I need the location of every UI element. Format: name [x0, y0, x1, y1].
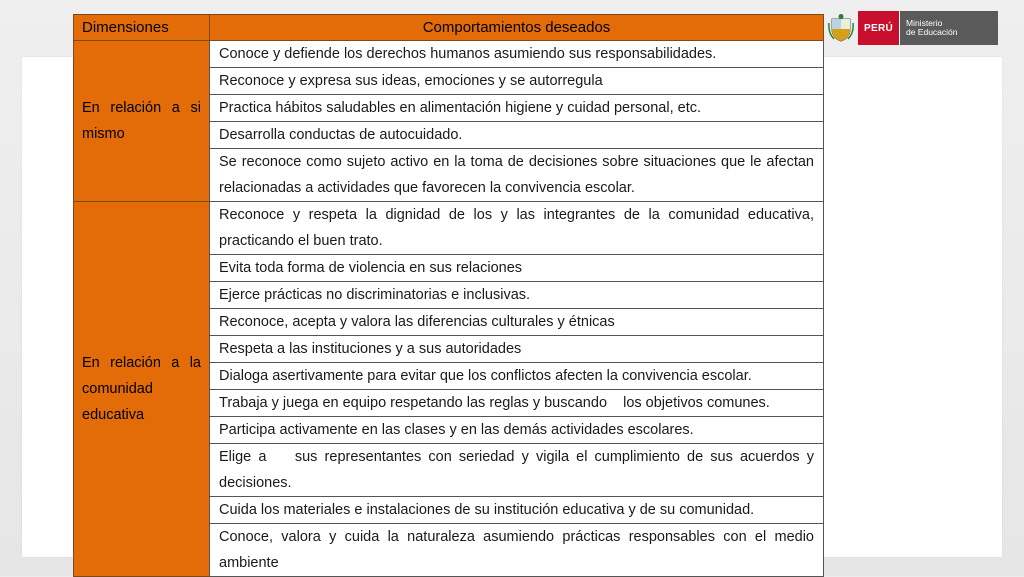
behavior-cell: Se reconoce como sujeto activo en la toma de decisiones sobre situaciones que le afectan relacionadas a actividades que favorecen la convivencia escolar.: [210, 149, 824, 202]
behavior-cell: Reconoce y expresa sus ideas, emociones y se autorregula: [210, 68, 824, 95]
behavior-cell: Ejerce prácticas no discriminatorias e inclusivas.: [210, 282, 824, 309]
behavior-cell: Reconoce, acepta y valora las diferencias culturales y étnicas: [210, 309, 824, 336]
behavior-cell: Elige a sus representantes con seriedad y vigila el cumplimiento de sus acuerdos y decisiones.: [210, 444, 824, 497]
behavior-cell: Conoce y defiende los derechos humanos asumiendo sus responsabilidades.: [210, 41, 824, 68]
header-behaviors: Comportamientos deseados: [210, 15, 824, 41]
behavior-cell: Respeta a las instituciones y a sus autoridades: [210, 336, 824, 363]
peru-label: PERÚ: [858, 11, 899, 45]
ministry-line2: de Educación: [905, 27, 958, 37]
coat-of-arms-icon: [828, 13, 854, 43]
header-dimensions: Dimensiones: [74, 15, 210, 41]
behavior-cell: Reconoce y respeta la dignidad de los y las integrantes de la comunidad educativa, practicando el buen trato.: [210, 202, 824, 255]
behavior-cell: Trabaja y juega en equipo respetando las reglas y buscando los objetivos comunes.: [210, 390, 824, 417]
dimension-cell-self: En relación a si mismo: [74, 41, 210, 202]
table-header-row: [74, 15, 824, 41]
behavior-cell: Practica hábitos saludables en alimentación higiene y cuidad personal, etc.: [210, 95, 824, 122]
ministry-line1: Ministerio: [905, 17, 943, 28]
behavior-cell: Evita toda forma de violencia en sus relaciones: [210, 255, 824, 282]
table-row: [74, 41, 824, 68]
ministry-logo: [828, 11, 998, 45]
behaviors-table: [73, 14, 824, 577]
behavior-cell: Cuida los materiales e instalaciones de su institución educativa y de su comunidad.: [210, 497, 824, 524]
behavior-cell: Conoce, valora y cuida la naturaleza asumiendo prácticas responsables con el medio ambiente: [210, 524, 824, 577]
table-row: [74, 202, 824, 255]
dimension-cell-community: En relación a la comunidad educativa: [74, 202, 210, 577]
behavior-cell: Participa activamente en las clases y en las demás actividades escolares.: [210, 417, 824, 444]
ministry-label: [899, 11, 998, 45]
behavior-cell: Dialoga asertivamente para evitar que los conflictos afecten la convivencia escolar.: [210, 363, 824, 390]
behavior-cell: Desarrolla conductas de autocuidado.: [210, 122, 824, 149]
